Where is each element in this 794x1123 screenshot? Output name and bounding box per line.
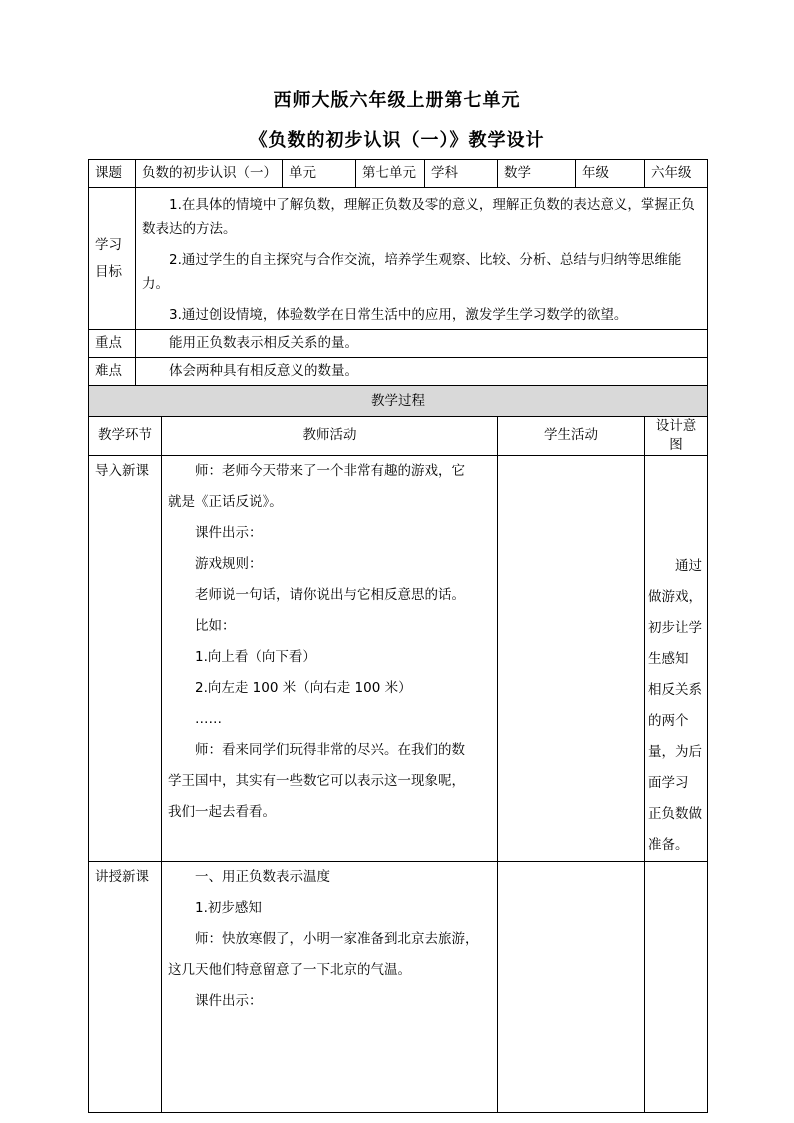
- difficulty-row: [89, 358, 708, 386]
- teacher-line: 一、用正负数表示温度: [195, 868, 330, 885]
- key-point-label: 重点: [89, 330, 136, 358]
- goals-label: [89, 188, 136, 330]
- intent-line: 初步让学生感知: [648, 619, 702, 667]
- new-lesson-student-activity: [498, 861, 645, 1112]
- intent-line: 正负数做准备。: [648, 805, 702, 853]
- goals-label-line1: 学习: [95, 236, 122, 253]
- subject-value: 数学: [498, 160, 576, 188]
- topic-value: 负数的初步认识（一）: [136, 160, 283, 188]
- intent-line: 通过做游戏，: [648, 557, 702, 605]
- col-student-header: 学生活动: [498, 417, 645, 456]
- teacher-line: 1.向上看（向下看）: [195, 648, 316, 665]
- teacher-line: 2.向左走 100 米（向右走 100 米）: [195, 679, 412, 696]
- teacher-line: 课件出示：: [195, 524, 263, 541]
- teacher-line: 课件出示：: [195, 992, 263, 1009]
- process-heading: 教学过程: [89, 386, 708, 417]
- goals-content: [136, 188, 708, 330]
- new-lesson-design-intent: [645, 861, 708, 1112]
- subject-label: 学科: [425, 160, 498, 188]
- key-point-value: 能用正负数表示相反关系的量。: [136, 330, 708, 358]
- info-row: [89, 160, 708, 188]
- teacher-line: 师：看来同学们玩得非常的尽兴。在我们的数: [195, 741, 465, 758]
- lesson-title: 《负数的初步认识（一）》教学设计: [249, 130, 545, 151]
- teacher-line: 学王国中，其实有一些数它可以表示这一现象呢，: [168, 772, 465, 789]
- teacher-line: 我们一起去看看。: [168, 803, 276, 820]
- teacher-line: 比如：: [195, 617, 236, 634]
- new-lesson-stage: 讲授新课: [89, 861, 162, 1112]
- intro-design-intent: [645, 455, 708, 861]
- teacher-line: 游戏规则：: [195, 555, 263, 572]
- teacher-line: 老师说一句话，请你说出与它相反意思的话。: [195, 586, 465, 603]
- unit-value: 第七单元: [356, 160, 425, 188]
- goals-row: [89, 188, 708, 330]
- new-lesson-section-row: [89, 861, 708, 1112]
- grade-value: 六年级: [645, 160, 708, 188]
- difficulty-label: 难点: [89, 358, 136, 386]
- lesson-plan-table: [88, 159, 708, 1113]
- goal-item: 2.通过学生的自主探究与合作交流，培养学生观察、比较、分析、总结与归纳等思维能力。: [142, 252, 682, 292]
- topic-label: 课题: [89, 160, 136, 188]
- grade-label: 年级: [576, 160, 645, 188]
- teacher-line: 就是《正话反说》。: [168, 493, 283, 510]
- document-title: 西师大版六年级上册第七单元: [273, 90, 521, 111]
- difficulty-value: 体会两种具有相反意义的数量。: [136, 358, 708, 386]
- process-header-row: [89, 417, 708, 456]
- intro-stage: 导入新课: [89, 455, 162, 861]
- process-heading-row: [89, 386, 708, 417]
- teacher-line: 师：快放寒假了，小明一家准备到北京去旅游，: [195, 930, 479, 947]
- unit-label: 单元: [283, 160, 356, 188]
- teacher-line: ……: [195, 710, 222, 727]
- intro-student-activity: [498, 455, 645, 861]
- intent-line: 相反关系的两个: [648, 681, 702, 729]
- teacher-line: 1.初步感知: [195, 899, 262, 916]
- goal-item: 3.通过创设情境，体验数学在日常生活中的应用，激发学生学习数学的欲望。: [169, 307, 628, 323]
- new-lesson-teacher-activity: [162, 861, 498, 1112]
- intro-section-row: [89, 455, 708, 861]
- col-stage-header: 教学环节: [89, 417, 162, 456]
- teacher-line: 这几天他们特意留意了一下北京的气温。: [168, 961, 411, 978]
- key-point-row: [89, 330, 708, 358]
- goals-label-line2: 目标: [95, 263, 122, 280]
- goal-item: 1.在具体的情境中了解负数，理解正负数及零的意义，理解正负数的表达意义，掌握正负数表达的方法。: [142, 197, 695, 237]
- col-teacher-header: 教师活动: [162, 417, 498, 456]
- col-intent-header: 设计意图: [645, 417, 708, 456]
- intent-line: 量，为后面学习: [648, 743, 702, 791]
- intro-teacher-activity: [162, 455, 498, 861]
- teacher-line: 师：老师今天带来了一个非常有趣的游戏，它: [195, 462, 465, 479]
